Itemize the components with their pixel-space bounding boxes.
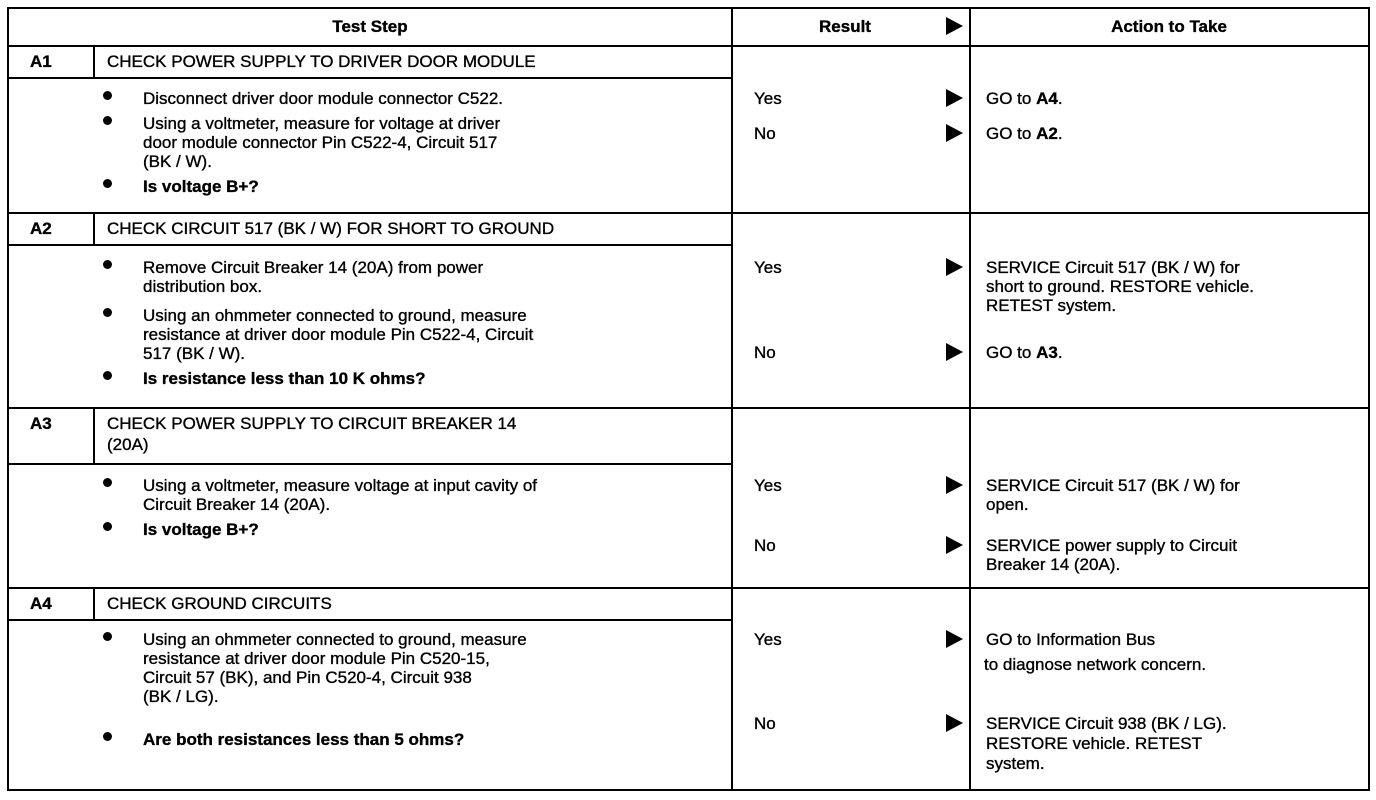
step-instruction: 517 (BK / W). xyxy=(143,344,246,363)
arrow-right-icon xyxy=(946,89,963,107)
step-instruction: Using a voltmeter, measure for voltage at driver xyxy=(143,114,501,133)
header-test-step: Test Step xyxy=(332,17,408,36)
action-text: SERVICE Circuit 938 (BK / LG). xyxy=(986,714,1227,733)
bullet-icon xyxy=(103,732,112,741)
arrow-right-icon xyxy=(946,343,963,361)
result-no: No xyxy=(754,536,776,555)
action-text: SERVICE Circuit 517 (BK / W) for xyxy=(986,258,1240,277)
step-instruction: resistance at driver door module Pin C520-15, xyxy=(143,649,490,668)
arrow-right-icon xyxy=(946,714,963,732)
step-title: CHECK GROUND CIRCUITS xyxy=(107,594,332,613)
action-go-to-a3[interactable]: GO to A3. xyxy=(986,343,1063,362)
action-text: SERVICE power supply to Circuit xyxy=(986,536,1238,555)
bullet-icon xyxy=(103,632,112,641)
step-instruction: Disconnect driver door module connector C522. xyxy=(143,89,504,108)
result-yes: Yes xyxy=(754,89,782,108)
step-question: Are both resistances less than 5 ohms? xyxy=(143,730,465,749)
step-question: Is voltage B+? xyxy=(143,520,259,539)
step-title: (20A) xyxy=(107,435,149,454)
step-instruction: Using a voltmeter, measure voltage at input cavity of xyxy=(143,476,538,495)
result-no: No xyxy=(754,124,776,143)
step-title: CHECK POWER SUPPLY TO CIRCUIT BREAKER 14 xyxy=(107,414,517,433)
action-text: Breaker 14 (20A). xyxy=(986,555,1121,574)
step-instruction: Circuit 57 (BK), and Pin C520-4, Circuit 938 xyxy=(143,668,472,687)
step-instruction: resistance at driver door module Pin C522-4, Circuit xyxy=(143,325,534,344)
action-text: GO to Information Bus xyxy=(986,630,1156,649)
arrow-right-icon xyxy=(946,17,963,35)
arrow-right-icon xyxy=(946,536,963,554)
bullet-icon xyxy=(103,478,112,487)
bullet-icon xyxy=(103,91,112,100)
arrow-right-icon xyxy=(946,258,963,276)
action-text: RETEST system. xyxy=(986,296,1117,315)
step-instruction: door module connector Pin C522-4, Circuit 517 xyxy=(143,133,498,152)
bullet-icon xyxy=(103,371,112,380)
arrow-right-icon xyxy=(946,476,963,494)
action-text: RESTORE vehicle. RETEST xyxy=(986,734,1203,753)
result-yes: Yes xyxy=(754,258,782,277)
bullet-icon xyxy=(103,179,112,188)
header-result: Result xyxy=(819,17,871,36)
step-id: A4 xyxy=(30,594,52,613)
result-no: No xyxy=(754,714,776,733)
step-instruction: distribution box. xyxy=(143,277,263,296)
action-go-to-a4[interactable]: GO to A4. xyxy=(986,89,1063,108)
step-instruction: Using an ohmmeter connected to ground, measure xyxy=(143,630,527,649)
result-no: No xyxy=(754,343,776,362)
step-id: A3 xyxy=(30,414,52,433)
step-id: A1 xyxy=(30,52,52,71)
action-go-to-a2[interactable]: GO to A2. xyxy=(986,124,1063,143)
arrow-right-icon xyxy=(946,124,963,142)
step-question: Is voltage B+? xyxy=(143,177,259,196)
step-instruction: Circuit Breaker 14 (20A). xyxy=(143,495,331,514)
result-yes: Yes xyxy=(754,476,782,495)
bullet-icon xyxy=(103,260,112,269)
action-text: SERVICE Circuit 517 (BK / W) for xyxy=(986,476,1240,495)
step-id: A2 xyxy=(30,219,52,238)
step-instruction: (BK / LG). xyxy=(143,687,219,706)
step-title: CHECK POWER SUPPLY TO DRIVER DOOR MODULE xyxy=(107,52,536,71)
action-text: open. xyxy=(986,495,1029,514)
step-instruction: Remove Circuit Breaker 14 (20A) from power xyxy=(143,258,484,277)
step-instruction: (BK / W). xyxy=(143,152,212,171)
action-text: short to ground. RESTORE vehicle. xyxy=(986,277,1255,296)
bullet-icon xyxy=(103,116,112,125)
step-instruction: Using an ohmmeter connected to ground, measure xyxy=(143,306,527,325)
bullet-icon xyxy=(103,308,112,317)
action-text: to diagnose network concern. xyxy=(984,655,1207,674)
header-action: Action to Take xyxy=(1111,17,1227,36)
result-yes: Yes xyxy=(754,630,782,649)
arrow-right-icon xyxy=(946,630,963,648)
bullet-icon xyxy=(103,522,112,531)
step-question: Is resistance less than 10 K ohms? xyxy=(143,369,426,388)
action-text: system. xyxy=(986,754,1045,773)
step-title: CHECK CIRCUIT 517 (BK / W) FOR SHORT TO GROUND xyxy=(107,219,555,238)
